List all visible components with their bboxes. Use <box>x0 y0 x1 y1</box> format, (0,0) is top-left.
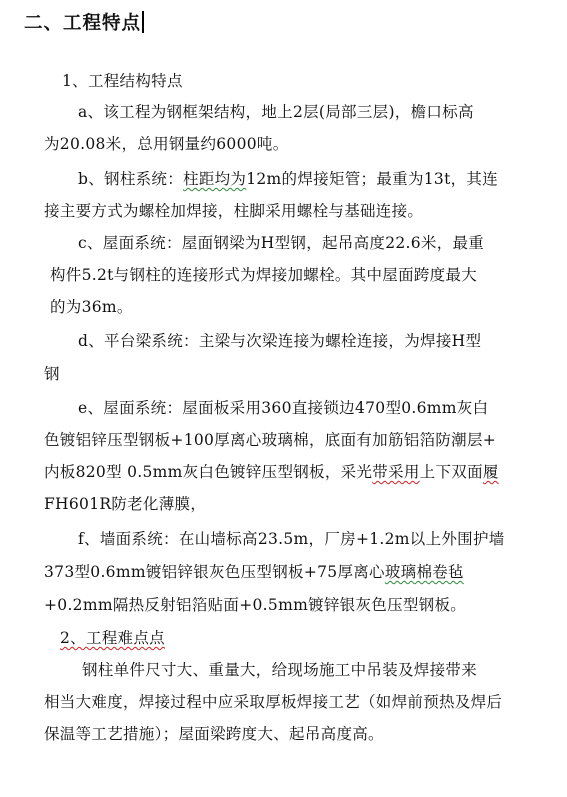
paragraph-line-b1 <box>78 169 498 189</box>
paragraph-line-f1: f、墙面系统：在山墙标高23.5m，厂房+1.2m以上外围护墙 <box>78 530 505 548</box>
spelling-flag-text: 履 <box>482 463 499 481</box>
paragraph-line-d2: 钢 <box>44 365 60 383</box>
section-heading <box>24 11 144 36</box>
paragraph-line-c3: 的为36m。 <box>50 298 133 316</box>
paragraph-line-f2 <box>44 562 464 582</box>
paragraph-line-c1: c、屋面系统：屋面钢梁为H型钢，起吊高度22.6米，最重 <box>78 234 485 252</box>
text-run: b、钢柱系统： <box>78 170 184 188</box>
paragraph-line-e3 <box>44 462 499 482</box>
text-cursor <box>142 11 144 33</box>
grammar-flag-text: 柱距均为 <box>183 170 247 188</box>
paragraph-line-p3: 保温等工艺措施）；屋面梁跨度大、起吊高度高。 <box>44 725 384 743</box>
paragraph-line-e1: e、屋面系统：屋面板采用360直接锁边470型0.6mm灰白 <box>78 399 489 417</box>
paragraph-line-e4: FH601R防老化薄膜， <box>44 495 207 513</box>
subsection-title-difficulties <box>60 628 165 648</box>
paragraph-line-e2: 色镀铝锌压型钢板+100厚离心玻璃棉，底面有加筋铝箔防潮层+ <box>44 431 497 449</box>
paragraph-line-c2: 构件5.2t与钢柱的连接形式为焊接加螺栓。其中屋面跨度最大 <box>50 266 478 284</box>
paragraph-line-a1: a、该工程为钢框架结构，地上2层(局部三层)，檐口标高 <box>78 103 474 121</box>
paragraph-line-d1: d、平台梁系统：主梁与次梁连接为螺栓连接，为焊接H型 <box>78 332 482 350</box>
paragraph-line-p2: 相当大难度，焊接过程中应采取厚板焊接工艺（如焊前预热及焊后 <box>44 693 503 711</box>
text-run: 12m的焊接矩管；最重为13t，其连 <box>246 170 499 188</box>
text-run: 内板820型 0.5mm灰白色镀锌压型钢板，采光 <box>44 463 373 481</box>
grammar-flag-text: 玻璃棉卷毡 <box>384 563 464 581</box>
subsection-title-structure: 1、工程结构特点 <box>62 72 183 90</box>
text-run: 373型0.6mm镀铝锌银灰色压型钢板+75厚离心 <box>44 563 385 581</box>
heading-text: 二、工程特点 <box>24 13 142 34</box>
paragraph-line-p1: 钢柱单件尺寸大、重量大，给现场施工中吊装及焊接带来 <box>82 661 478 679</box>
paragraph-line-f3: +0.2mm隔热反射铝箔贴面+0.5mm镀锌银灰色压型钢板。 <box>44 596 467 614</box>
paragraph-line-b2: 接主要方式为螺栓加焊接，柱脚采用螺栓与基础连接。 <box>44 202 424 220</box>
spelling-flag-text: 2、工程难点点 <box>60 629 165 647</box>
spelling-flag-text: 带采用 <box>372 463 420 481</box>
text-run: 上下双面 <box>419 463 483 481</box>
paragraph-line-a2: 为20.08米，总用钢量约6000吨。 <box>44 135 289 153</box>
